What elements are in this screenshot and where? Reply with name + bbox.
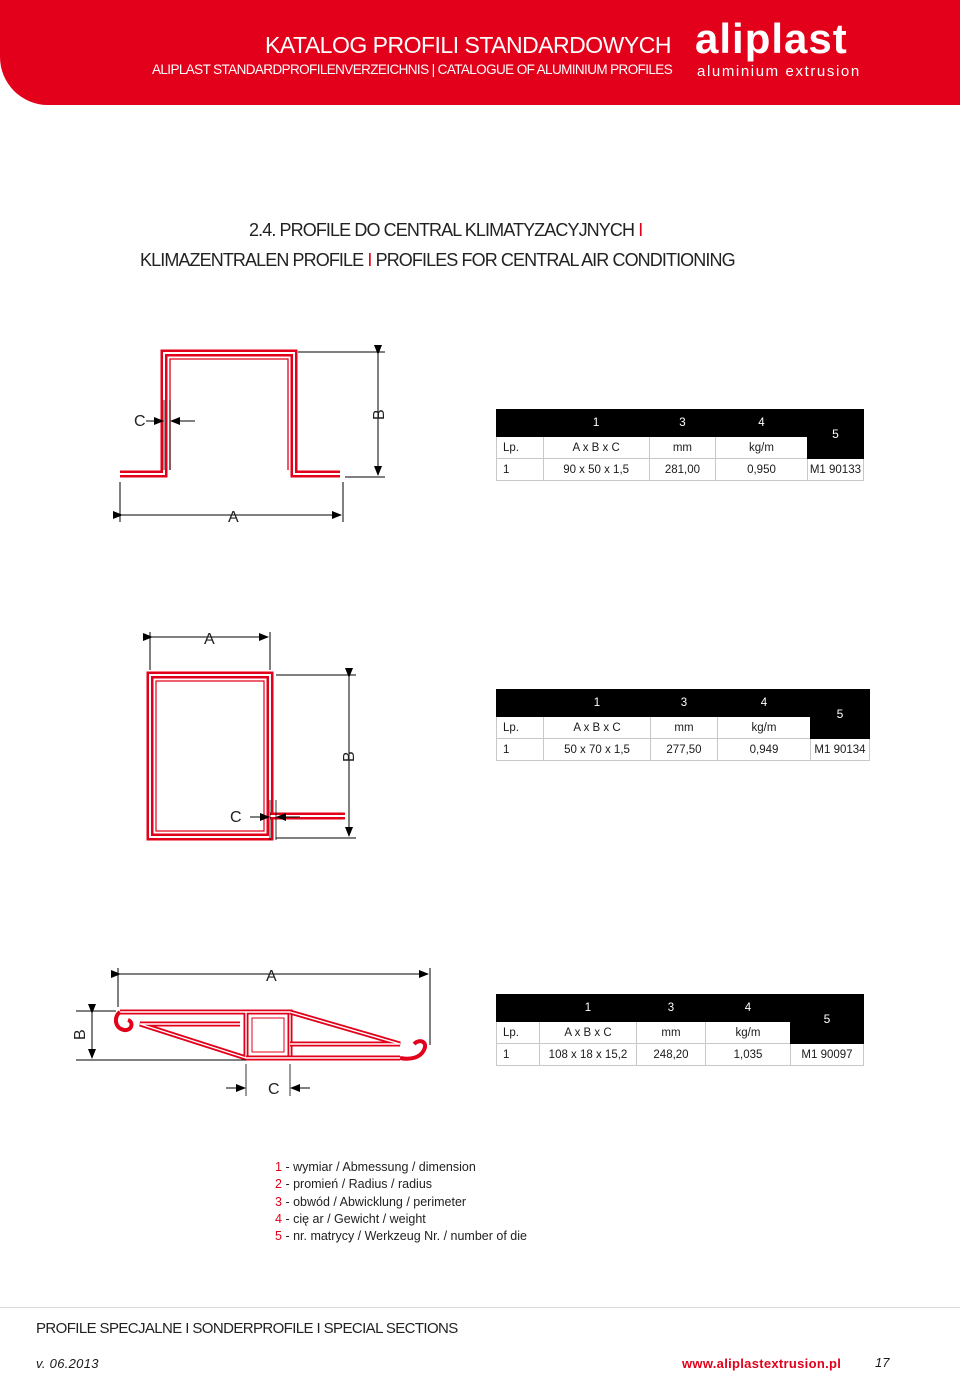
header-col-5: 5 <box>811 690 870 739</box>
profile-3-a-label: A <box>266 968 277 985</box>
cell-die: M1 90133 <box>807 459 863 481</box>
header-kgm: kg/m <box>706 1022 791 1044</box>
legend-item <box>275 1159 527 1176</box>
cell-dimension: 108 x 18 x 15,2 <box>540 1044 637 1066</box>
legend-number: 3 <box>275 1194 282 1209</box>
cell-die: M1 90097 <box>791 1044 864 1066</box>
legend <box>275 1159 527 1245</box>
cell-perimeter: 277,50 <box>651 739 718 761</box>
cell-dimension: 90 x 50 x 1,5 <box>543 459 649 481</box>
catalog-subtitle: ALIPLAST STANDARDPROFILENVERZEICHNIS | CATALOGUE OF ALUMINIUM PROFILES <box>152 62 673 77</box>
header-col-4: 4 <box>716 410 808 437</box>
header-axbxc: A x B x C <box>544 717 651 739</box>
table-row <box>497 459 864 481</box>
legend-item <box>275 1194 527 1211</box>
header-col-1: 1 <box>544 690 651 717</box>
profile-1-c-label: C <box>134 413 146 430</box>
profile-3-c-label: C <box>268 1081 280 1098</box>
header-col-5: 5 <box>791 995 864 1044</box>
profile-3-drawing <box>76 968 430 1096</box>
table-row <box>497 739 870 761</box>
profile-2-table <box>496 689 870 761</box>
legend-text: - nr. matrycy / Werkzeug Nr. / number of die <box>285 1229 527 1244</box>
header-col-4: 4 <box>706 995 791 1022</box>
legend-number: 2 <box>275 1177 282 1192</box>
legend-number: 5 <box>275 1229 282 1244</box>
header-col-4: 4 <box>718 690 811 717</box>
section-title-de: KLIMAZENTRALEN PROFILE <box>140 250 364 270</box>
header-lp: Lp. <box>497 1022 540 1044</box>
profile-2-drawing <box>150 632 356 840</box>
logo-tagline: aluminium extrusion <box>697 63 861 80</box>
header-mm: mm <box>651 717 718 739</box>
legend-text: - obwód / Abwicklung / perimeter <box>285 1194 467 1209</box>
title-separator: I <box>367 250 372 270</box>
profile-1-table <box>496 409 864 481</box>
cell-weight: 0,950 <box>716 459 808 481</box>
header-kgm: kg/m <box>718 717 811 739</box>
legend-item <box>275 1211 527 1228</box>
header-axbxc: A x B x C <box>540 1022 637 1044</box>
aliplast-logo: aliplast <box>695 15 848 62</box>
profile-2-b-label: B <box>341 751 358 762</box>
title-separator: I <box>638 220 643 240</box>
cell-lp: 1 <box>497 1044 540 1066</box>
section-title-en: PROFILES FOR CENTRAL AIR CONDITIONING <box>375 250 735 270</box>
profile-2-c-label: C <box>230 809 242 826</box>
header-axbxc: A x B x C <box>543 437 649 459</box>
profile-3-table <box>496 994 864 1066</box>
section-title-pl: 2.4. PROFILE DO CENTRAL KLIMATYZACYJNYCH <box>249 220 635 240</box>
legend-text: - promień / Radius / radius <box>285 1177 433 1192</box>
header-col-1: 1 <box>543 410 649 437</box>
profile-2-a-label: A <box>204 631 215 648</box>
cell-dimension: 50 x 70 x 1,5 <box>544 739 651 761</box>
table-row <box>497 1044 864 1066</box>
header-col-3: 3 <box>637 995 706 1022</box>
footer-version: v. 06.2013 <box>36 1356 99 1371</box>
header-lp: Lp. <box>497 437 544 459</box>
profile-1-a-label: A <box>228 509 239 526</box>
cell-weight: 1,035 <box>706 1044 791 1066</box>
header-lp: Lp. <box>497 717 544 739</box>
profile-1-drawing <box>120 352 385 522</box>
header-kgm: kg/m <box>716 437 808 459</box>
legend-item <box>275 1176 527 1193</box>
cell-die: M1 90134 <box>811 739 870 761</box>
legend-text: - cię ar / Gewicht / weight <box>285 1211 426 1226</box>
catalog-title: KATALOG PROFILI STANDARDOWYCH <box>265 32 671 58</box>
page-number: 17 <box>875 1355 890 1370</box>
profile-1-b-label: B <box>371 409 388 420</box>
footer-website-link[interactable]: www.aliplastextrusion.pl <box>682 1356 842 1371</box>
cell-lp: 1 <box>497 739 544 761</box>
header-mm: mm <box>637 1022 706 1044</box>
cell-perimeter: 248,20 <box>637 1044 706 1066</box>
profile-3-b-label: B <box>72 1029 89 1040</box>
legend-text: - wymiar / Abmessung / dimension <box>285 1160 476 1174</box>
legend-item <box>275 1228 527 1245</box>
cell-weight: 0,949 <box>718 739 811 761</box>
legend-number: 4 <box>275 1211 282 1226</box>
header-mm: mm <box>649 437 715 459</box>
footer-section-name: PROFILE SPECJALNE I SONDERPROFILE I SPECIAL SECTIONS <box>36 1320 458 1337</box>
header-empty-cell <box>497 690 544 717</box>
cell-lp: 1 <box>497 459 544 481</box>
cell-perimeter: 281,00 <box>649 459 715 481</box>
header-col-5: 5 <box>807 410 863 459</box>
header-col-3: 3 <box>649 410 715 437</box>
header-empty-cell <box>497 995 540 1022</box>
header-empty-cell <box>497 410 544 437</box>
legend-number: 1 <box>275 1160 282 1174</box>
header-col-3: 3 <box>651 690 718 717</box>
header-col-1: 1 <box>540 995 637 1022</box>
